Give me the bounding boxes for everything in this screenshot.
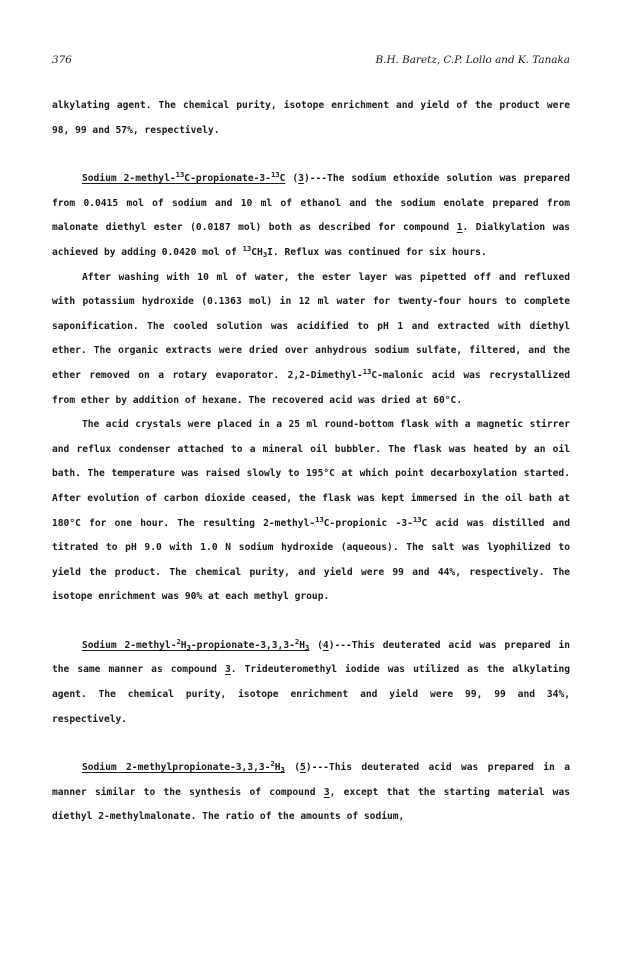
- subscript: 3: [280, 765, 285, 775]
- isotope-superscript: 13: [315, 514, 324, 524]
- running-head-authors: B.H. Baretz, C.P. Lollo and K. Tanaka: [375, 54, 570, 66]
- paragraph-text: After washing with 10 ml of water, the ester layer was pipetted off and refluxed with potassium hydroxide (0.1363 mol) in 12 ml water for twenty-four hours to complete saponification. The cooled solution was acidified to pH 1 and extracted with diethyl ether. The organic extracts were dried over anhydrous sodium sulfate, filtered, and the ether removed on a rotary evaporator. 2,2-Dimethyl-: [52, 271, 570, 381]
- journal-page: [52, 50, 570, 830]
- compound-ref: 3: [298, 173, 304, 185]
- paragraph-text: C acid was distilled and titrated to pH 9.0 with 1.0 N sodium hydroxide (aqueous). The salt was lyophilized to yield the product. The chemical purity, and yield were 99 and 44%, respectively. The isotope enrichment was 90% at each methyl group.: [52, 517, 571, 603]
- title-text: Sodium 2-methylpropionate-3,3,3-: [82, 762, 271, 774]
- paragraph-text: , except that the starting material was diethyl 2-methylmalonate. The ratio of the amounts of sodium,: [52, 786, 570, 823]
- title-text: H: [180, 639, 187, 651]
- paragraph-compound-5: Sodium $2-methylpropionate-3,3,3-^2H_3$ (5)---This deuterated acid was prepared in a manner similar to the synthesis of compound 3, except that the starting material was diethyl 2-methylmalonate. The ratio of the amounts of sodium,: [52, 759, 570, 823]
- title-text: -propionate-3,3,3-: [190, 639, 295, 651]
- paragraph-text: C-malonic acid was recrystallized from ether by addition of hexane. The recovered acid was dried at 60°C.: [52, 369, 571, 406]
- title-text: C-propionate-3-: [184, 173, 271, 185]
- isotope-superscript: 2: [270, 759, 275, 769]
- paragraph-text: ---This deuterated acid was prepared in a manner similar to the synthesis of compound: [52, 762, 570, 798]
- title-text: H: [299, 639, 305, 651]
- title-text: H: [274, 762, 281, 774]
- paragraph-text: I. Reflux was continued for six hours.: [267, 246, 487, 258]
- subscript: 3: [186, 642, 191, 652]
- isotope-superscript: 13: [412, 514, 422, 524]
- isotope-superscript: 13: [270, 170, 280, 180]
- isotope-superscript: 13: [242, 243, 252, 253]
- subscript: 3: [304, 642, 310, 652]
- isotope-superscript: 13: [362, 366, 372, 376]
- title-text: C: [279, 173, 286, 185]
- isotope-superscript: 2: [176, 636, 181, 646]
- page-number: 376: [52, 54, 72, 66]
- paragraph-text: CH: [251, 246, 263, 258]
- paragraph-compound-4: Sodium $2-methyl-^2H_3-propionate-3,3,3-^2H_3$ (4)---This deuterated acid was prepared in the same manner as compound 3. Trideuteromethyl iodide was utilized as the alkylating agent. The chemical purity, isotope enrichment and yield were 99, 99 and 34%, respectively.: [52, 636, 571, 725]
- paragraph-text: ---The sodium ethoxide solution was prepared from 0.0415 mol of sodium and 10 ml of ethanol and the sodium enolate prepared from malonate diethyl ester (0.0187 mol) both as described for compound: [52, 173, 570, 234]
- compound-4-title: [82, 636, 310, 652]
- paragraph-saponification: [52, 266, 570, 414]
- title-text: Sodium 2-methyl-: [82, 173, 176, 185]
- paragraph-decarboxylation: [52, 413, 570, 610]
- compound-ref: 4: [322, 639, 329, 651]
- paragraph-continued: [52, 94, 570, 143]
- paragraph-compound-3: Sodium 2-methyl-$^{13}$C-propionate-3-$^{13}$C (3)---The sodium ethoxide solution was prepared from 0.0415 mol of sodium and 10 ml of ethanol and the sodium enolate prepared from malonate diethyl ester (0.0187 mol) both as described for compound 1. Dialkylation was achieved by adding 0.0420 mol of $^{13}CH_3I$. Reflux was continued for six hours.: [52, 170, 570, 259]
- paragraph-text: ---This deuterated acid was prepared in the same manner as compound: [52, 639, 570, 676]
- isotope-superscript: 13: [175, 170, 185, 180]
- compound-ref: 3: [323, 786, 330, 798]
- compound-3-title: [82, 170, 286, 185]
- compound-ref: 3: [225, 664, 231, 676]
- compound-ref: 1: [456, 222, 463, 234]
- isotope-superscript: 2: [294, 636, 300, 646]
- paragraph-text: alkylating agent. The chemical purity, isotope enrichment and yield of the product were 98, 99 and 57%, respectively.: [52, 100, 570, 136]
- paragraph-text: The acid crystals were placed in a 25 ml round-bottom flask with a magnetic stirrer and reflux condenser attached to a mineral oil bubbler. The flask was heated by an oil bath. The temperature was raised slowly to 195°C at which point decarboxylation started. After evolution of carbon dioxide ceased, the flask was kept immersed in the oil bath at 180°C for one hour. The resulting 2-methyl-: [52, 419, 570, 529]
- compound-5-title: [82, 759, 285, 775]
- paragraph-text: C-propionic -3-: [323, 517, 413, 529]
- compound-ref: 5: [300, 762, 306, 774]
- subscript: 3: [262, 249, 268, 259]
- page-header: [52, 50, 570, 70]
- paragraph-text: . Dialkylation was achieved by adding 0.0420 mol of: [52, 222, 570, 258]
- title-text: Sodium 2-methyl-: [82, 639, 177, 651]
- paragraph-text: . Trideuteromethyl iodide was utilized as the alkylating agent. The chemical purity, isotope enrichment and yield were 99, 99 and 34%, respectively.: [52, 664, 571, 725]
